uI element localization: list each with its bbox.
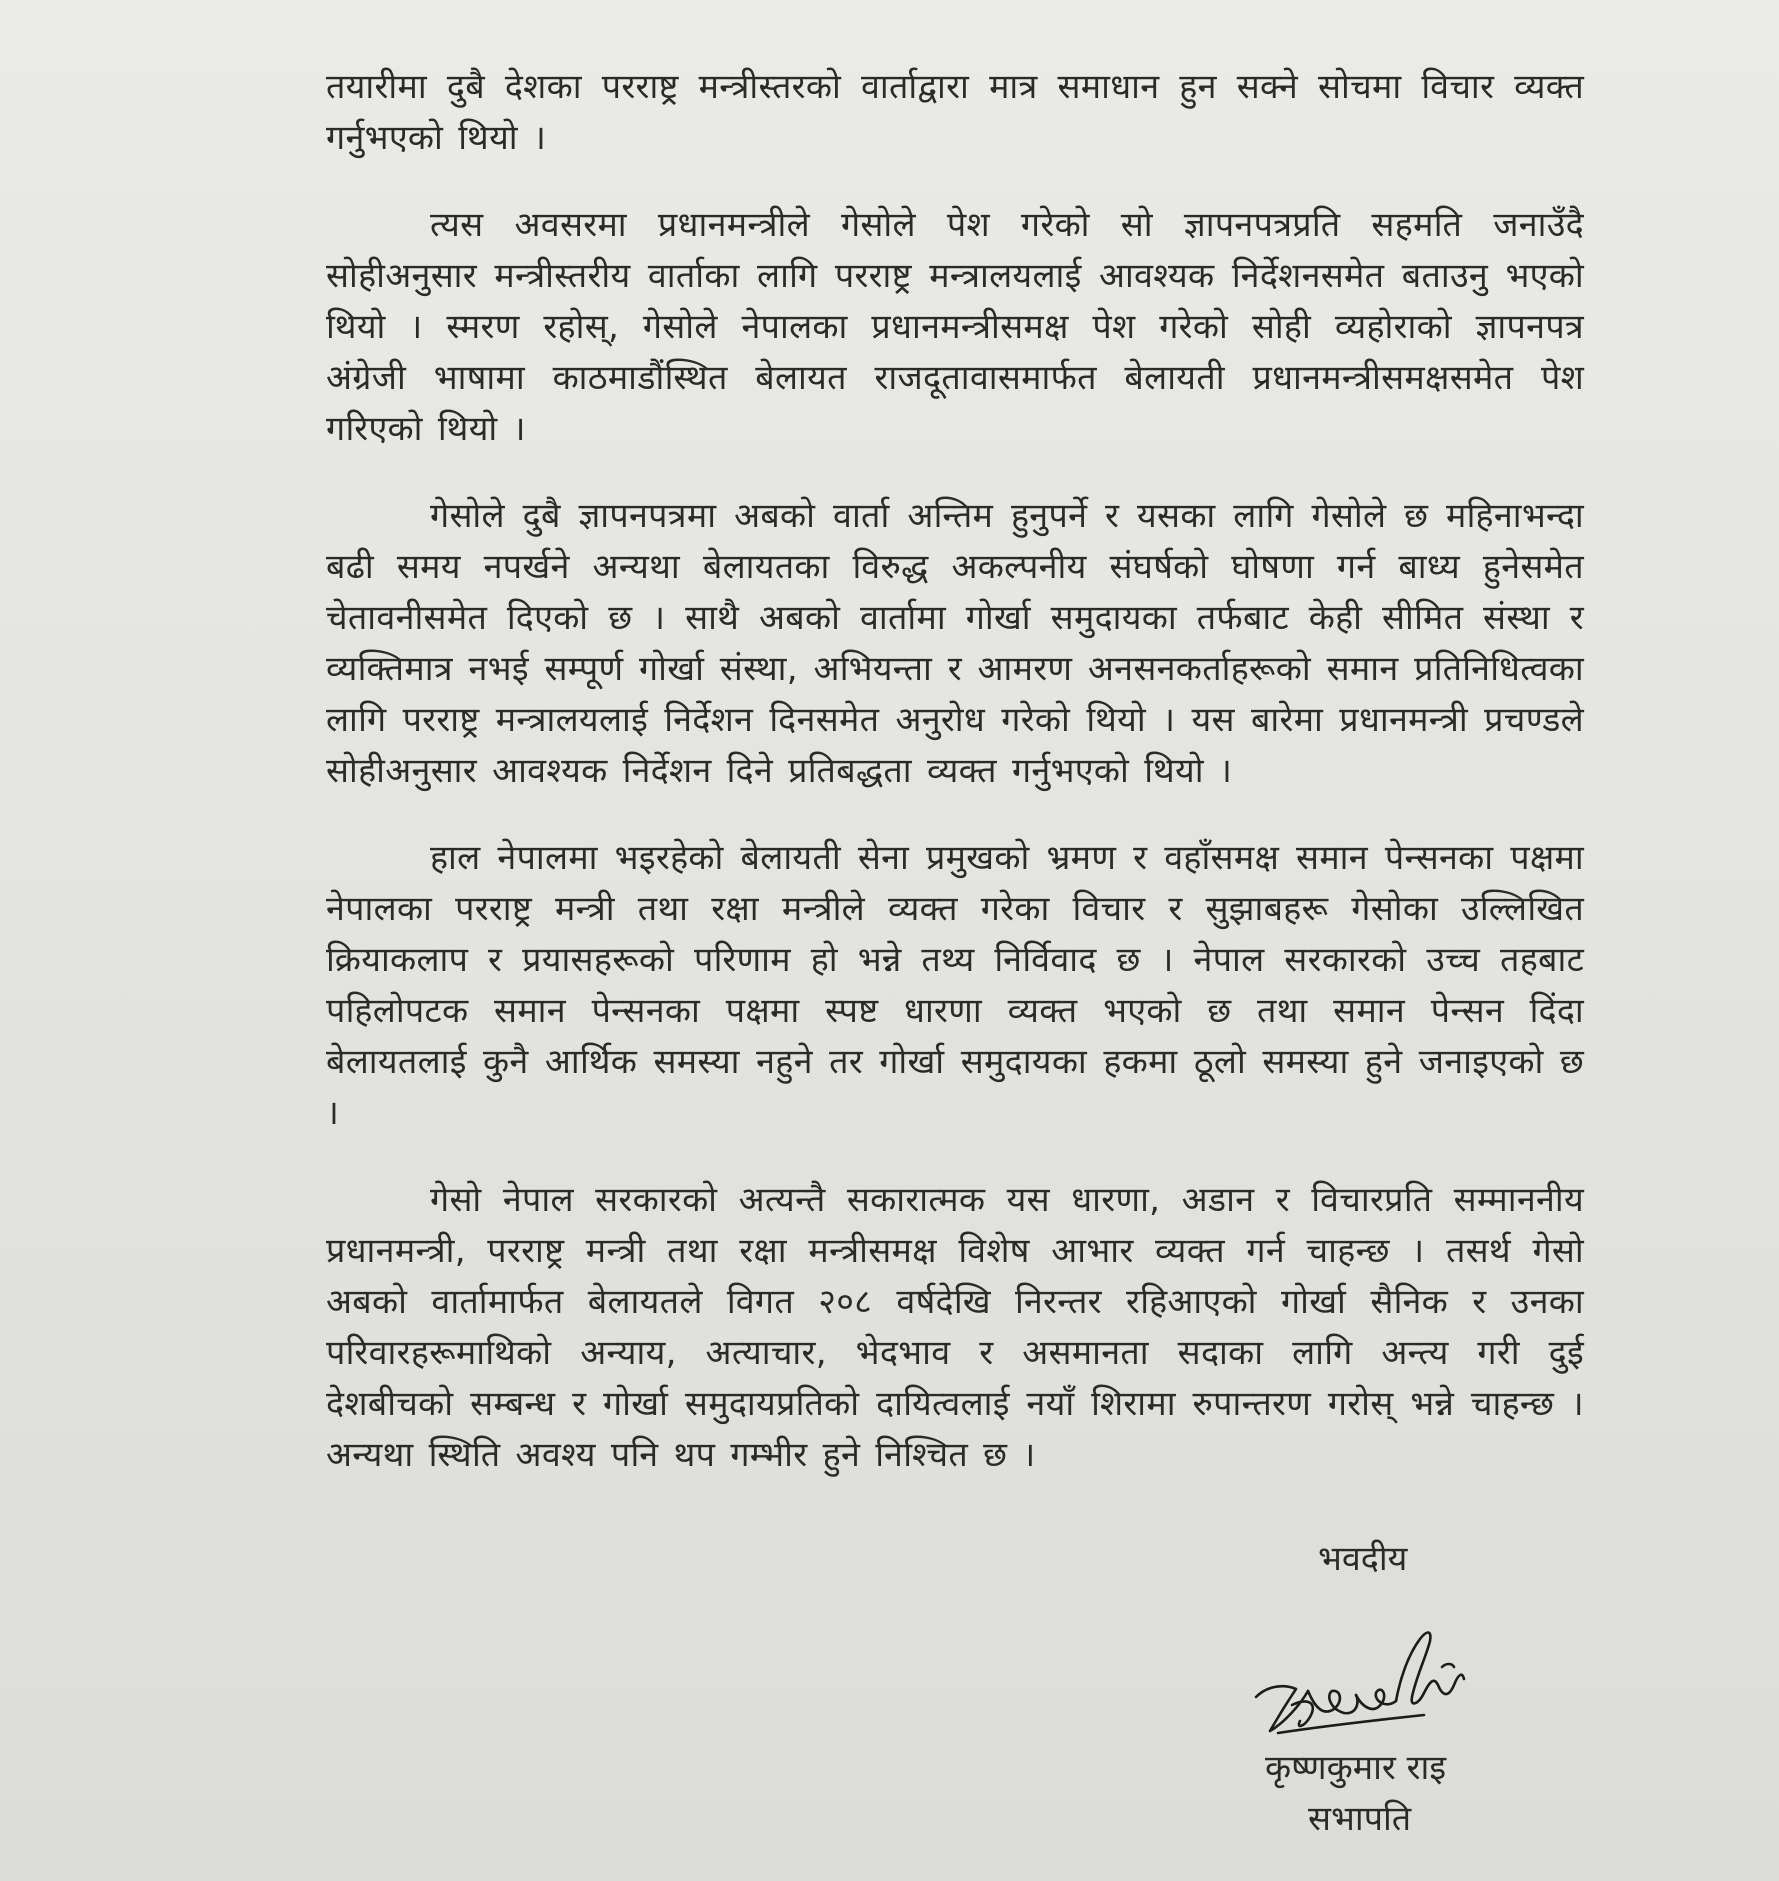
- paragraph-4: हाल नेपालमा भइरहेको बेलायती सेना प्रमुखको भ्रमण र वहाँसमक्ष समान पेन्सनका पक्षमा नेपालका परराष्ट्र मन्त्री तथा रक्षा मन्त्रीले व्यक्त गरेका विचार र सुझाबहरू गेसोका उल्लिखित क्रियाकलाप र प्रयासहरूको परिणाम हो भन्ने तथ्य निर्विवाद छ । नेपाल सरकारको उच्च तहबाट पहिलोपटक समान पेन्सनका पक्षमा स्पष्ट धारणा व्यक्त भएको छ तथा समान पेन्सन दिंदा बेलायतलाई कुनै आर्थिक समस्या नहुने तर गोर्खा समुदायका हकमा ठूलो समस्या हुने जनाइएको छ ।: [326, 838, 1584, 1133]
- paragraph-1: तयारीमा दुबै देशका परराष्ट्र मन्त्रीस्तरको वार्ताद्वारा मात्र समाधान हुन सक्ने सोचमा विचार व्यक्त गर्नुभएको थियो ।: [326, 67, 1584, 158]
- paragraph-2: त्यस अवसरमा प्रधानमन्त्रीले गेसोले पेश गरेको सो ज्ञापनपत्रप्रति सहमति जनाउँदै सोहीअनुसार मन्त्रीस्तरीय वार्ताका लागि परराष्ट्र मन्त्रालयलाई आवश्यक निर्देशनसमेत बताउनु भएको थियो । स्मरण रहोस्, गेसोले नेपालका प्रधानमन्त्रीसमक्ष पेश गरेको सोही व्यहोराको ज्ञापनपत्र अंग्रेजी भाषामा काठमाडौंस्थित बेलायत राजदूतावासमार्फत बेलायती प्रधानमन्त्रीसमक्षसमेत पेश गरिएको थियो ।: [326, 205, 1584, 449]
- closing-salutation: भवदीय: [1318, 1539, 1408, 1579]
- signer-name: कृष्णकुमार राइ: [1265, 1748, 1447, 1788]
- paragraph-3: गेसोले दुबै ज्ञापनपत्रमा अबको वार्ता अन्तिम हुनुपर्ने र यसका लागि गेसोले छ महिनाभन्दा बढी समय नपर्खने अन्यथा बेलायतका विरुद्ध अकल्पनीय संघर्षको घोषणा गर्न बाध्य हुनेसमेत चेतावनीसमेत दिएको छ । साथै अबको वार्तामा गोर्खा समुदायका तर्फबाट केही सीमित संस्था र व्यक्तिमात्र नभई सम्पूर्ण गोर्खा संस्था, अभियन्ता र आमरण अनसनकर्ताहरूको समान प्रतिनिधित्वका लागि परराष्ट्र मन्त्रालयलाई निर्देशन दिनसमेत अनुरोध गरेको थियो । यस बारेमा प्रधानमन्त्री प्रचण्डले सोहीअनुसार आवश्यक निर्देशन दिने प्रतिबद्धता व्यक्त गर्नुभएको थियो ।: [326, 496, 1584, 791]
- signer-title: सभापति: [1308, 1799, 1412, 1839]
- letter-body: [326, 62, 1584, 1517]
- paragraph-5: गेसो नेपाल सरकारको अत्यन्तै सकारात्मक यस धारणा, अडान र विचारप्रति सम्माननीय प्रधानमन्त्री, परराष्ट्र मन्त्री तथा रक्षा मन्त्रीसमक्ष विशेष आभार व्यक्त गर्न चाहन्छ । तसर्थ गेसो अबको वार्तामार्फत बेलायतले विगत २०८ वर्षदेखि निरन्तर रहिआएको गोर्खा सैनिक र उनका परिवारहरूमाथिको अन्याय, अत्याचार, भेदभाव र असमानता सदाका लागि अन्त्य गरी दुई देशबीचको सम्बन्ध र गोर्खा समुदायप्रतिको दायित्वलाई नयाँ शिरामा रुपान्तरण गरोस् भन्ने चाहन्छ । अन्यथा स्थिति अवश्य पनि थप गम्भीर हुने निश्चित छ ।: [326, 1180, 1584, 1475]
- handwritten-signature: [1248, 1605, 1488, 1755]
